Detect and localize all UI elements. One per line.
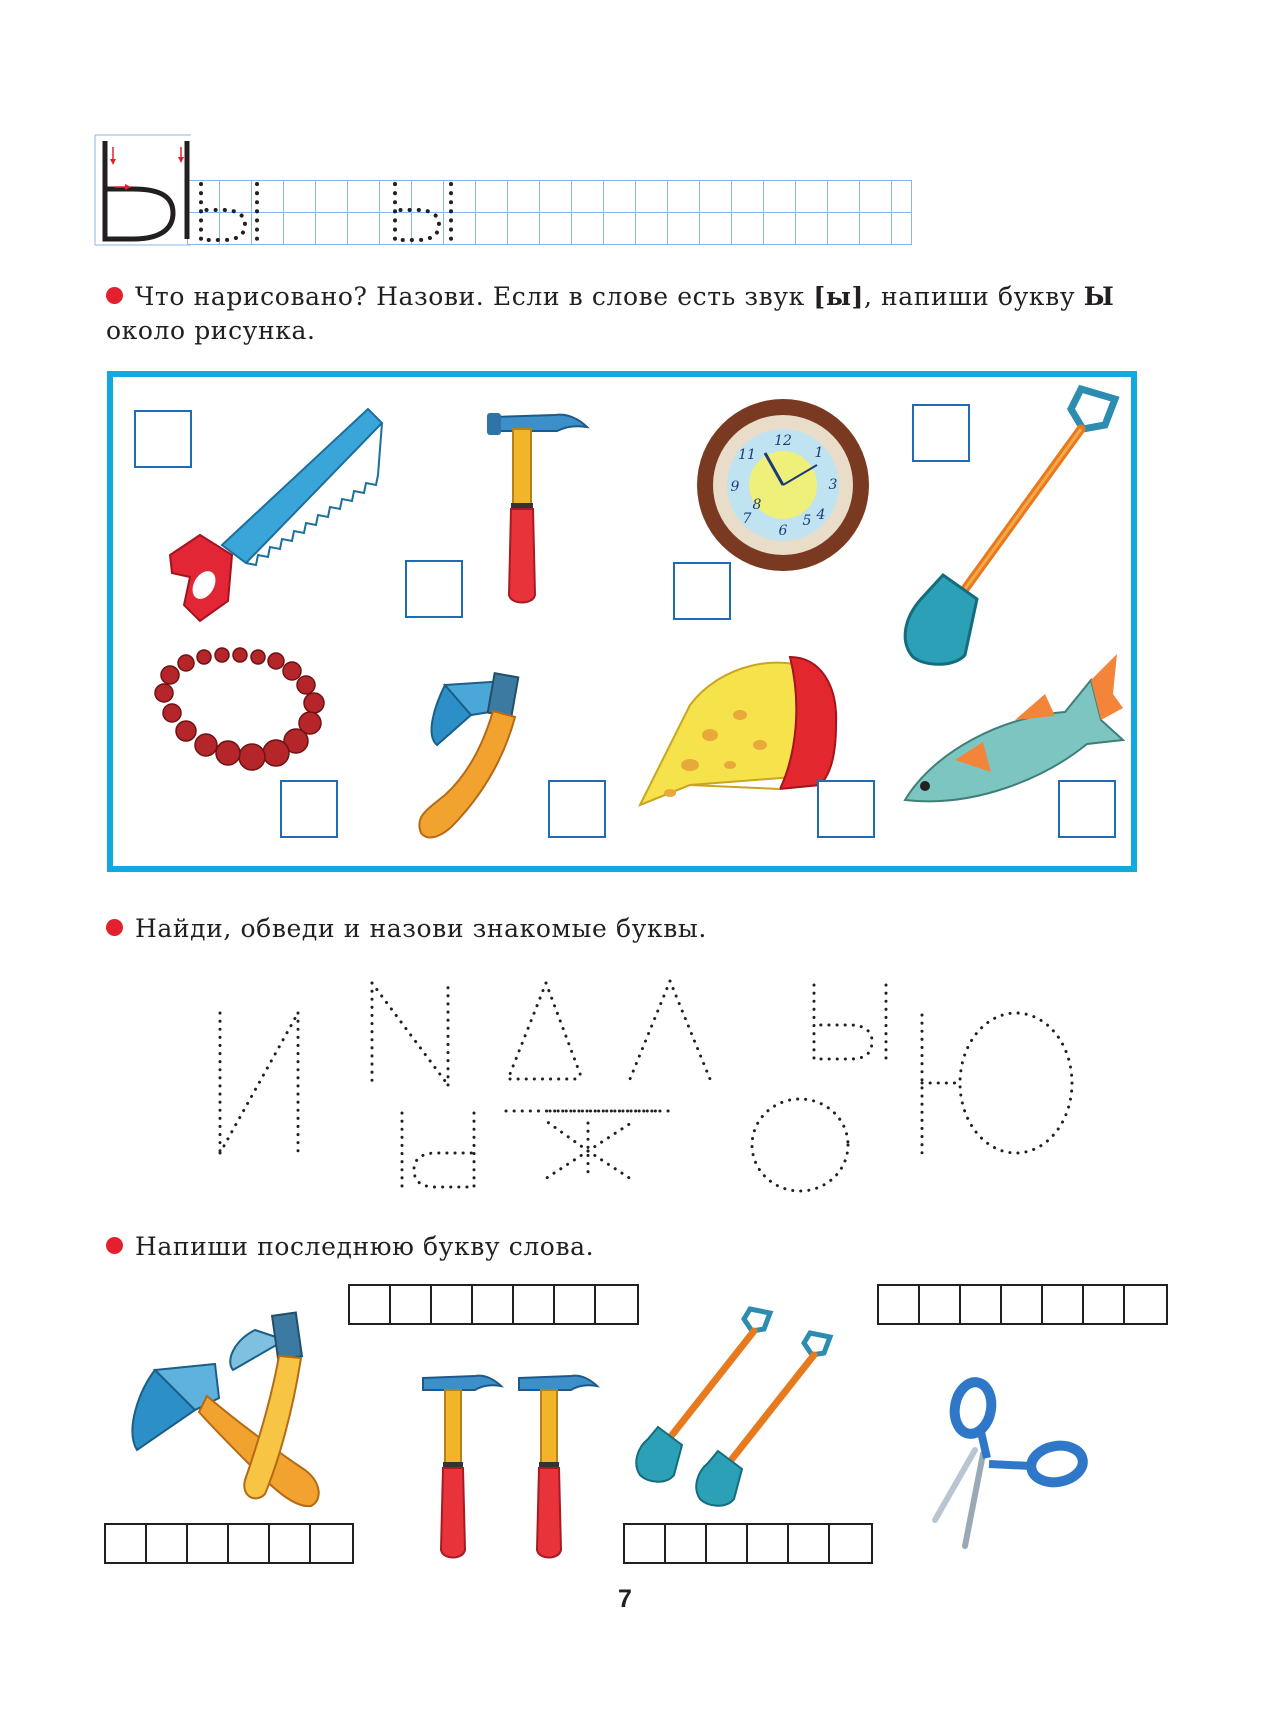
answer-box-hammer[interactable] — [405, 560, 463, 618]
bullet-icon — [106, 1237, 123, 1254]
answer-box-cheese[interactable] — [817, 780, 875, 838]
task3-text: Напиши последнюю букву слова. — [135, 1232, 595, 1261]
svg-text:6: 6 — [778, 523, 788, 539]
task2-text: Найди, обведи и назови знакомые буквы. — [135, 914, 707, 943]
svg-text:7: 7 — [742, 511, 752, 527]
wall-clock-icon — [695, 395, 875, 575]
task1-sound: [ы] — [813, 282, 864, 311]
answer-box-saw[interactable] — [134, 410, 192, 468]
axes-icon — [115, 1300, 335, 1510]
svg-text:3: 3 — [828, 477, 838, 493]
copybook-grid — [187, 180, 912, 245]
page-number: 7 — [618, 1585, 632, 1613]
axe-icon — [405, 645, 555, 845]
answer-box-clock[interactable] — [673, 562, 731, 620]
letter-cells-axes[interactable] — [104, 1523, 354, 1564]
scissors-icon — [925, 1380, 1105, 1555]
task3-instruction — [106, 1230, 594, 1264]
letter-cells-scissors[interactable] — [877, 1284, 1168, 1325]
letter-cells-hammers[interactable] — [348, 1284, 639, 1325]
svg-text:11: 11 — [738, 447, 756, 463]
tracing-letter-2 — [387, 180, 457, 246]
answer-box-fish[interactable] — [1058, 780, 1116, 838]
answer-box-axe[interactable] — [548, 780, 606, 838]
svg-text:1: 1 — [814, 445, 824, 461]
dotted-letters-puzzle[interactable] — [210, 975, 1060, 1195]
cheese-icon — [630, 645, 840, 810]
task1-text-a: Что нарисовано? Назови. Если в слове есть звук — [135, 282, 814, 311]
answer-box-shovel[interactable] — [912, 404, 970, 462]
large-letter-yery — [95, 135, 195, 247]
hammers-icon — [415, 1370, 615, 1570]
tracing-letter-1 — [193, 180, 263, 246]
task2-instruction — [106, 912, 707, 946]
bullet-icon — [106, 919, 123, 936]
task1-text-line2: около рисунка. — [106, 316, 316, 345]
letter-cells-shovels[interactable] — [623, 1523, 873, 1564]
hammer-icon — [475, 405, 595, 605]
saw-icon — [160, 405, 390, 630]
svg-text:5: 5 — [802, 513, 812, 529]
task1-letter: Ы — [1083, 282, 1115, 311]
answer-box-beads[interactable] — [280, 780, 338, 838]
task1-instruction — [106, 280, 1146, 348]
shovels-icon — [630, 1305, 860, 1490]
beads-icon — [150, 645, 330, 775]
svg-text:4: 4 — [816, 507, 826, 523]
svg-text:9: 9 — [730, 479, 740, 495]
task1-text-b: , напиши букву — [863, 282, 1084, 311]
svg-text:12: 12 — [774, 433, 792, 449]
bullet-icon — [106, 287, 123, 304]
svg-text:8: 8 — [752, 497, 762, 513]
